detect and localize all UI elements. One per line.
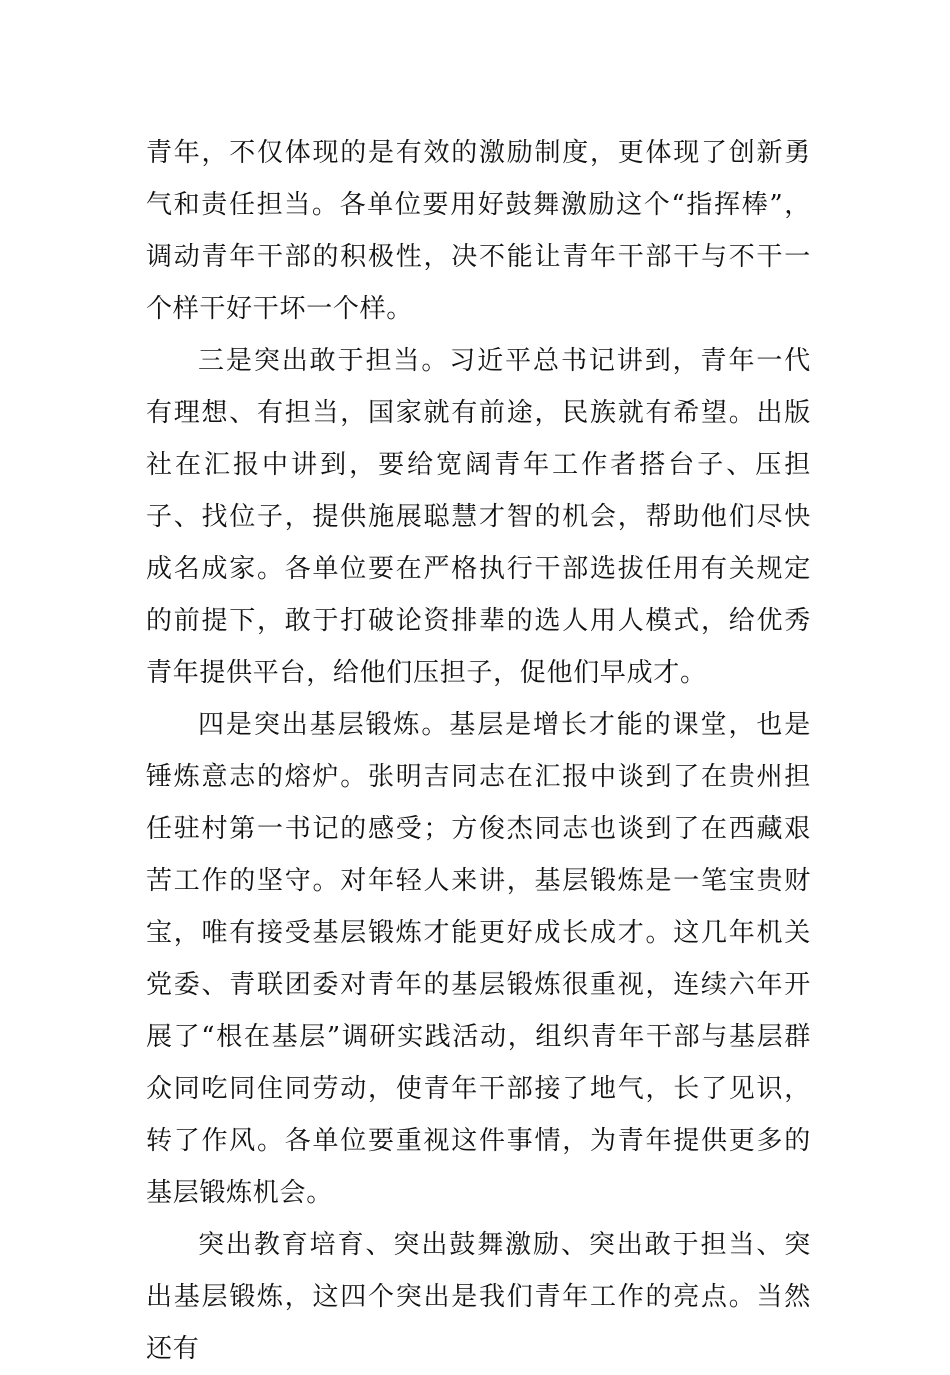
paragraph-continuation: 青年，不仅体现的是有效的激励制度，更体现了创新勇气和责任担当。各单位要用好鼓舞激励这个“指挥棒”，调动青年干部的积极性，决不能让青年干部干与不干一个样干好干坏一个样。 [146,138,811,324]
document-body [146,127,811,1375]
paragraph-grassroots-training: 四是突出基层锻炼。基层是增长才能的课堂，也是锤炼意志的熔炉。张明吉同志在汇报中谈到了在贵州担任驻村第一书记的感受；方俊杰同志也谈到了在西藏艰苦工作的坚守。对年轻人来讲，基层锻炼是一笔宝贵财宝，唯有接受基层锻炼才能更好成长成才。这几年机关党委、青联团委对青年的基层锻炼很重视，连续六年开展了“根在基层”调研实践活动，组织青年干部与基层群众同吃同住同劳动，使青年干部接了地气，长了见识，转了作风。各单位要重视这件事情，为青年提供更多的基层锻炼机会。 [146,710,811,1208]
paragraph-dare-to-take-responsibility: 三是突出敢于担当。习近平总书记讲到，青年一代有理想、有担当，国家就有前途，民族就有希望。出版社在汇报中讲到，要给宽阔青年工作者搭台子、压担子、找位子，提供施展聪慧才智的机会，帮助他们尽快成名成家。各单位要在严格执行干部选拔任用有关规定的前提下，敢于打破论资排辈的选人用人模式，给优秀青年提供平台，给他们压担子，促他们早成才。 [146,346,811,688]
paragraph-four-highlights: 突出教育培育、突出鼓舞激励、突出敢于担当、突出基层锻炼，这四个突出是我们青年工作的亮点。当然还有 [146,1230,811,1364]
